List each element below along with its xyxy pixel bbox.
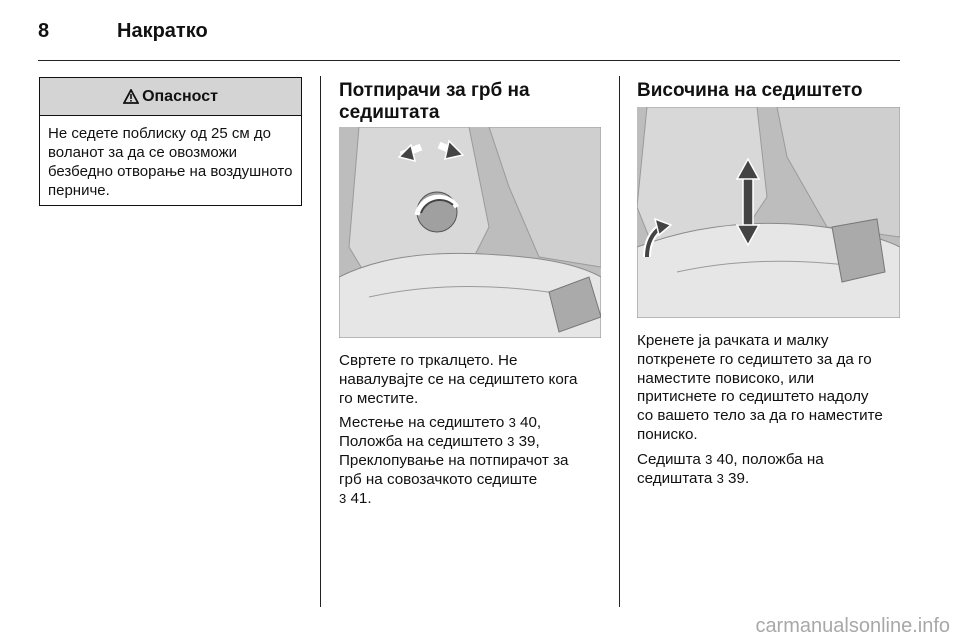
warning-box [39, 77, 302, 206]
ref-text: Преклопување на потпирачот за [339, 451, 569, 469]
ref-text: Местење на седиштето [339, 414, 509, 432]
ref-page: 39, [514, 433, 540, 451]
section-heading-height: Височина на седиштето [637, 80, 863, 101]
watermark: carmanualsonline.info [755, 615, 950, 637]
page-number: 8 [38, 20, 50, 42]
warning-header [40, 78, 301, 116]
section-height-text [637, 332, 907, 494]
page-title: Накратко [117, 20, 208, 42]
text-line: го местите. [339, 389, 419, 407]
column-divider-left [320, 76, 321, 607]
ref-arrow-icon: 3 [705, 451, 713, 467]
height-references [637, 451, 907, 489]
text-line: со вашето тело за да го наместите [637, 407, 883, 425]
backrest-instruction [339, 352, 609, 408]
ref-arrow-icon: 3 [508, 415, 516, 431]
ref-arrow-icon: 3 [716, 470, 724, 486]
section-heading-backrest-line1: Потпирачи за грб на [339, 80, 530, 101]
ref-text: Положба на седиштето [339, 433, 508, 451]
ref-text: грб на совозачкото седиште [339, 470, 538, 488]
ref-page: 40, [515, 414, 542, 432]
section-backrest-text [339, 352, 609, 514]
text-line: Свртете го тркалцето. Не [339, 352, 518, 369]
text-line: наместите повисоко, или [637, 369, 815, 387]
ref-text: Седишта [637, 450, 706, 468]
text-line: пониско. [637, 425, 698, 443]
section-heading-backrest-line2: седиштата [339, 102, 440, 123]
ref-arrow-icon: 3 [339, 490, 347, 506]
warning-body: Не седете поблиску од 25 см до воланот за да се овозможи безбедно отворање на воздушното перниче. [48, 125, 293, 199]
height-instruction [637, 332, 907, 445]
warning-triangle-icon [123, 89, 139, 104]
seat-height-illustration [637, 107, 900, 318]
backrest-references [339, 414, 609, 508]
header-rule [38, 60, 900, 61]
ref-page: 39. [723, 469, 750, 487]
ref-text: седиштата [637, 469, 717, 487]
ref-arrow-icon: 3 [507, 434, 515, 450]
warning-title: Опасност [142, 87, 218, 105]
ref-page: 40, положба на [712, 450, 824, 468]
text-line: навалувајте се на седиштето кога [339, 370, 578, 388]
text-line: поткренете го седиштето за да го [637, 350, 872, 368]
text-line: Кренете ја рачката и малку [637, 332, 829, 349]
ref-page: 41. [346, 489, 372, 507]
section-heading-backrest [339, 80, 530, 124]
text-line: притиснете го седиштето надолу [637, 388, 869, 406]
backrest-illustration [339, 127, 601, 338]
column-divider-right [619, 76, 620, 607]
